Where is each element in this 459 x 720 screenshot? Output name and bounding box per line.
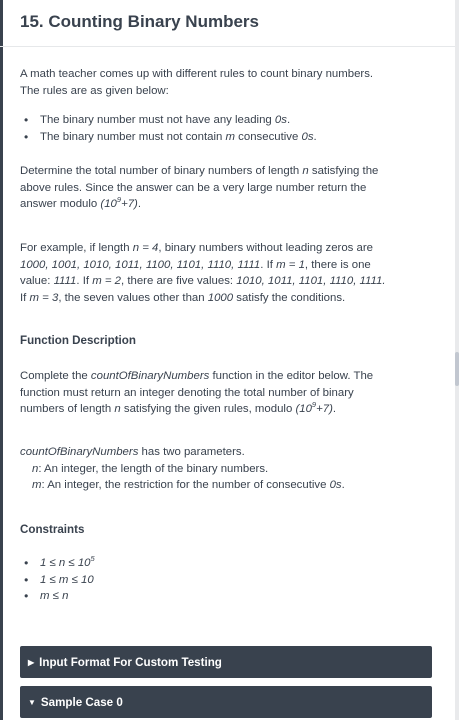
rules-list [20,112,432,145]
parameter-m: m: An integer, the restriction for the number of consecutive 0s. [32,479,345,491]
rule-item: • The binary number must not contain m consecutive 0s. [20,129,432,146]
rule-item: • The binary number must not have any leading 0s. [20,112,432,129]
caret-right-icon: ▶ [28,657,35,667]
example-paragraph: For example, if length n = 4, binary numbers without leading zeros are 1000, 1001, 1010, 1011, 1100, 1101, 1110, 1111. If m = 1, there is one value: 1111. If m = 2, there are five values: 1010, 1011, 1101, 1110, 1111. If m = 3, the seven values other than 1000 satisfy the conditions. [20,242,386,304]
modulo-expression: $(10^9+7)$ [100,195,138,210]
constraints-list [20,555,432,605]
parameter-n: n: An integer, the length of the binary numbers. [32,462,269,475]
accordion-label: Input Format For Custom Testing [39,655,222,669]
parameters-paragraph: countOfBinaryNumbers has two parameters. n: An integer, the length of the binary numbers. m: An integer, the restriction for the number of consecutive 0s. [20,444,432,494]
function-description-heading: Function Description [20,334,136,347]
determine-paragraph: Determine the total number of binary numbers of length n satisfying the above rules. Since the answer can be a very large number return the answer modulo $(10^9+7)$. [20,165,379,210]
constraint-item: • $1 \le n \le 10^5$ [20,555,432,572]
scrollbar-thumb[interactable] [455,352,459,386]
function-description-paragraph: Complete the countOfBinaryNumbers function in the editor below. The function must return an integer denoting the total number of binary numbers of length n satisfying the given rules, modulo $(10^9+7)$. [20,370,374,415]
constraints-heading: Constraints [20,523,85,536]
left-border [0,0,3,720]
intro-line-1: A math teacher comes up with different rules to count binary numbers. [20,68,374,80]
problem-title: 15. Counting Binary Numbers [20,12,259,31]
constraint-item: • m ≤ n [20,588,432,605]
constraint-item: • 1 ≤ m ≤ 10 [20,572,432,589]
intro-line-2: The rules are as given below: [20,84,169,97]
accordion-label: Sample Case 0 [40,695,123,709]
input-format-accordion[interactable] [20,646,432,678]
title-divider [0,46,455,47]
sample-case-accordion[interactable] [20,686,432,718]
intro-paragraph [20,66,432,99]
caret-down-icon: ▼ [28,697,36,707]
